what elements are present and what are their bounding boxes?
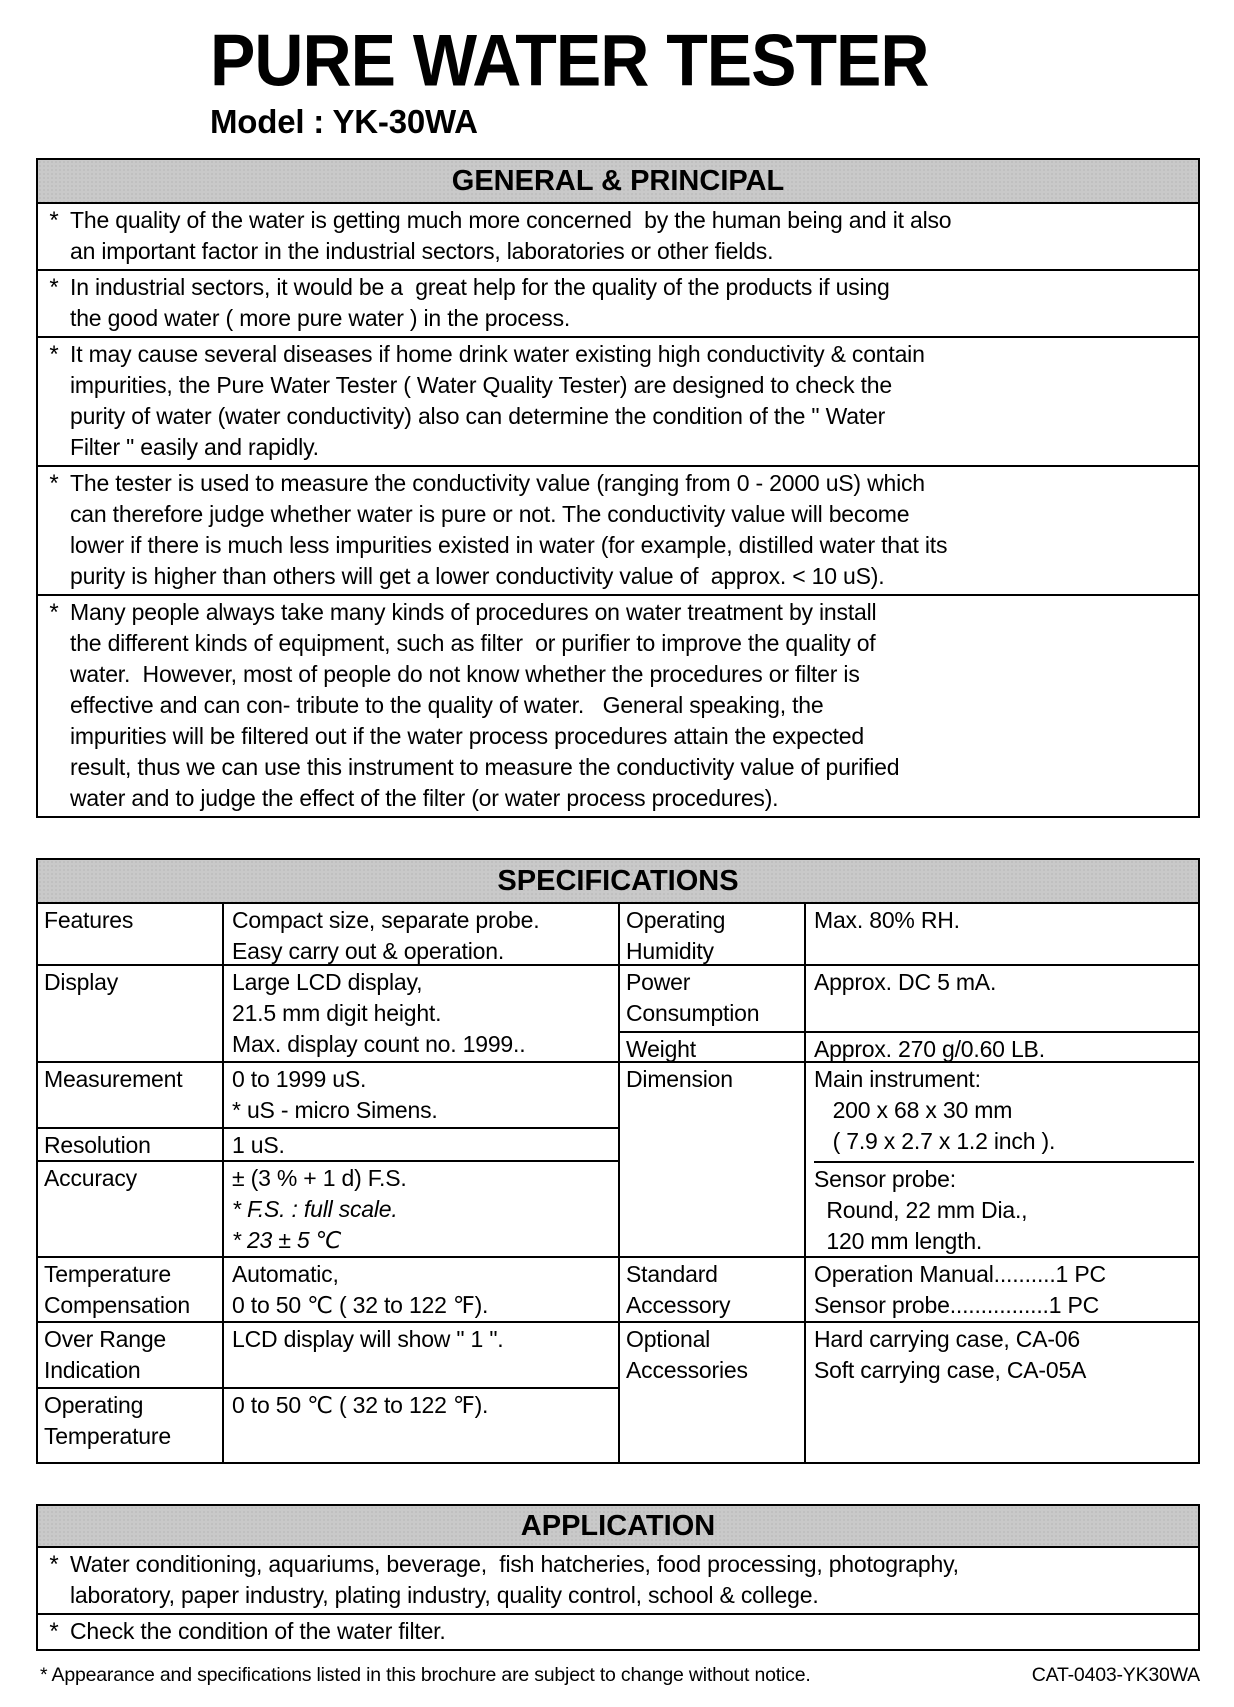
application-rows: [38, 1548, 1198, 1649]
spec-row-measurement: [38, 1063, 618, 1129]
spec-value-group: Large LCD display, 21.5 mm digit height. Max. display count no. 1999..: [232, 969, 526, 1057]
spec-value: [224, 1258, 618, 1321]
catalog-number: CAT-0403-YK30WA: [1031, 1664, 1200, 1686]
spec-value: [224, 1389, 618, 1462]
general-bullet-row: [38, 467, 1198, 596]
bullet-row-text: The quality of the water is getting much more concerned by the human being and it also an important factor in the industrial sectors, laboratories or other fields.: [70, 207, 952, 264]
spec-label: Dimension: [620, 1063, 806, 1256]
spec-row-dimension: [620, 1063, 1198, 1258]
asterisk-bullet: *: [49, 207, 59, 234]
application-bullet-row: [38, 1548, 1198, 1615]
general-bullet-row: [38, 204, 1198, 271]
spec-label: Features: [38, 904, 224, 964]
spec-value: [224, 1129, 618, 1160]
bullet-row-text: Water conditioning, aquariums, beverage, fish hatcheries, food processing, photography, laboratory, paper industry, plating industry, quality control, school & college.: [70, 1551, 959, 1608]
spec-value: [806, 904, 1198, 964]
spec-label: Operating Temperature: [38, 1389, 224, 1462]
spec-value-group: 0 to 1999 uS. * uS - micro Simens.: [232, 1066, 438, 1123]
spec-value-group: ± (3 % + 1 d) F.S. * F.S. : full scale. * 23 ± 5 ℃: [232, 1165, 407, 1253]
spec-value-group: Sensor probe: Round, 22 mm Dia., 120 mm length.: [814, 1161, 1194, 1256]
bullet-row-text: In industrial sectors, it would be a great help for the quality of the products if using the good water ( more pure water ) in the process.: [70, 274, 890, 331]
spec-row-std-accessory: [620, 1258, 1198, 1323]
spec-row-display: [38, 966, 618, 1063]
spec-row-resolution: [38, 1129, 618, 1162]
spec-label: Standard Accessory: [620, 1258, 806, 1321]
spec-label: Measurement: [38, 1063, 224, 1127]
spec-label: Weight: [620, 1033, 806, 1061]
spec-row-over-range: [38, 1323, 618, 1389]
general-principal-section: [36, 158, 1200, 818]
spec-right-empty-cell: [620, 1387, 1198, 1462]
spec-value: [224, 1063, 618, 1127]
bullet-row-text: It may cause several diseases if home drink water existing high conductivity & contain impurities, the Pure Water Tester ( Water Quality Tester) are designed to check the purity of water (water conductivity) also can determine the condition of the " Water Filter " easily and rapidly.: [70, 341, 925, 460]
spec-table-left: [38, 904, 620, 1462]
spec-value-group: 0 to 50 ℃ ( 32 to 122 ℉).: [232, 1392, 489, 1418]
general-bullet-row: [38, 338, 1198, 467]
spec-value: [224, 966, 618, 1061]
spec-value-group: Main instrument: 200 x 68 x 30 mm ( 7.9 x 2.7 x 1.2 inch ).: [814, 1066, 1056, 1154]
asterisk-bullet: *: [49, 1618, 59, 1645]
footer-disclaimer: * Appearance and specifications listed in this brochure are subject to change without notice.: [40, 1664, 811, 1686]
spec-value: [224, 1323, 618, 1387]
application-section-header: APPLICATION: [38, 1506, 1198, 1548]
spec-value-group: Approx. DC 5 mA.: [814, 969, 997, 995]
spec-value: [224, 1162, 618, 1256]
spec-value-group: 1 uS.: [232, 1132, 285, 1158]
spec-value-group: Max. 80% RH.: [814, 907, 960, 933]
spec-label: Temperature Compensation: [38, 1258, 224, 1321]
spec-value: [806, 1033, 1198, 1061]
spec-row-oper-temp: [38, 1389, 618, 1462]
asterisk-bullet: *: [49, 1551, 59, 1578]
spec-value: [224, 904, 618, 964]
bullet-row-text: Check the condition of the water filter.: [70, 1618, 446, 1644]
spec-row-features: [38, 904, 618, 966]
spec-table-right: [620, 904, 1198, 1462]
spec-row-power-consumption: [620, 966, 1198, 1033]
general-section-header: GENERAL & PRINCIPAL: [38, 160, 1198, 204]
spec-value: [806, 1063, 1198, 1256]
general-bullet-row: [38, 596, 1198, 816]
bullet-row-text: The tester is used to measure the conductivity value (ranging from 0 - 2000 uS) which can therefore judge whether water is pure or not. The conductivity value will become lower if there is much less impurities existed in water (for example, distilled water that its purity is higher than others will get a lower conductivity value of approx. < 10 uS).: [70, 470, 948, 589]
spec-label: Optional Accessories: [620, 1323, 806, 1387]
spec-value-group: Compact size, separate probe. Easy carry out & operation.: [232, 907, 540, 964]
specifications-table: [38, 904, 1198, 1462]
spec-row-opt-accessories: [620, 1323, 1198, 1387]
general-bullet-row: [38, 271, 1198, 338]
spec-label: Display: [38, 966, 224, 1061]
spec-value-group: Automatic, 0 to 50 ℃ ( 32 to 122 ℉).: [232, 1261, 489, 1318]
asterisk-bullet: *: [49, 341, 59, 368]
spec-value: [806, 1323, 1198, 1387]
page-footer: [40, 1663, 1200, 1687]
title-block: [210, 19, 1234, 142]
spec-table-right-rows: [620, 904, 1198, 1387]
brochure-page: [0, 19, 1234, 1707]
spec-row-oper-humidity: [620, 904, 1198, 966]
spec-label: Power Consumption: [620, 966, 806, 1031]
application-section: [36, 1504, 1200, 1651]
spec-value-group: Operation Manual..........1 PC Sensor probe................1 PC: [814, 1261, 1106, 1318]
spec-row-weight: [620, 1033, 1198, 1063]
model-subtitle: Model : YK-30WA: [210, 103, 478, 140]
asterisk-bullet: *: [49, 274, 59, 301]
spec-row-accuracy: [38, 1162, 618, 1258]
asterisk-bullet: *: [49, 599, 59, 626]
spec-value-group: Approx. 270 g/0.60 LB.: [814, 1036, 1045, 1061]
bullet-row-text: Many people always take many kinds of procedures on water treatment by install the different kinds of equipment, such as filter or purifier to improve the quality of water. However, most of people do not know whether the procedures or filter is effective and can con- tribute to the quality of water. General speaking, the impurities will be filtered out if the water process procedures attain the expected result, thus we can use this instrument to measure the conductivity value of purified water and to judge the effect of the filter (or water process procedures).: [70, 599, 900, 811]
spec-value: [806, 966, 1198, 1031]
asterisk-bullet: *: [49, 470, 59, 497]
spec-label: Over Range Indication: [38, 1323, 224, 1387]
specifications-section: [36, 858, 1200, 1464]
spec-row-temp-comp: [38, 1258, 618, 1323]
spec-label: Operating Humidity: [620, 904, 806, 964]
spec-label: Accuracy: [38, 1162, 224, 1256]
spec-value-group: Hard carrying case, CA-06 Soft carrying case, CA-05A: [814, 1326, 1087, 1383]
general-rows: [38, 204, 1198, 816]
page-title: PURE WATER TESTER: [210, 19, 929, 102]
application-bullet-row: [38, 1615, 1198, 1649]
spec-label: Resolution: [38, 1129, 224, 1160]
spec-value: [806, 1258, 1198, 1321]
specifications-section-header: SPECIFICATIONS: [38, 860, 1198, 904]
spec-value-group: LCD display will show " 1 ".: [232, 1326, 504, 1352]
